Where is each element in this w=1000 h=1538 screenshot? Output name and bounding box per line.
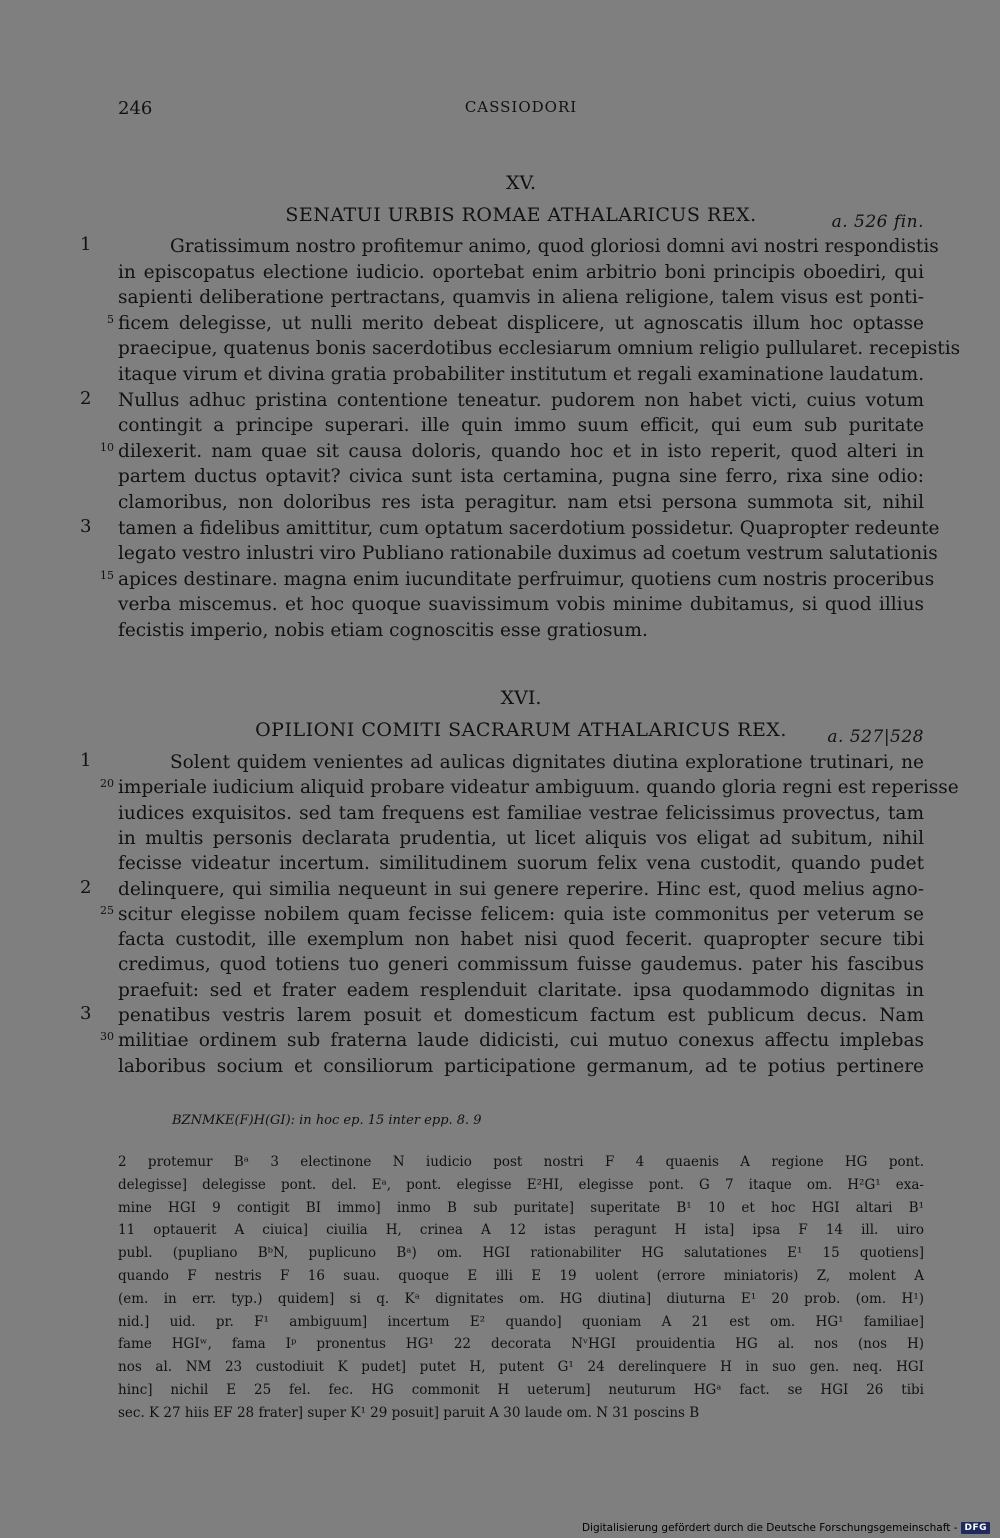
text-line: partem ductus optavit? civica sunt ista certamina, pugna sine ferro, rixa sine odio: bbox=[118, 466, 924, 488]
letter-15-heading bbox=[118, 204, 924, 232]
text-line: facta custodit, ille exemplum non habet nisi quod fecerit. quapropter secure tibi bbox=[118, 929, 924, 951]
section-number: 3 bbox=[80, 1003, 92, 1024]
apparatus-line: fame HGIʷ, fama Iᵖ pronentus HG¹ 22 decorata NᵛHGI prouidentia HG al. nos (nos H) bbox=[118, 1336, 924, 1353]
line-number: 20 bbox=[100, 777, 114, 791]
footer-text: Digitalisierung gefördert durch die Deutsche Forschungsgemeinschaft - bbox=[581, 1522, 958, 1534]
text-line: laboribus socium et consiliorum participatione germanum, ad te potius pertinere bbox=[118, 1055, 924, 1077]
text-line: iudices exquisitos. sed tam frequens est familiae vestrae felicissimus provectus, tam bbox=[118, 802, 924, 824]
text-line: fecisse videatur incertum. similitudinem suorum felix vena custodit, quando pudet bbox=[118, 853, 924, 875]
text-line: praefuit: sed et frater eadem resplenduit claritate. ipsa quodammodo dignitas in bbox=[118, 979, 924, 1001]
text-line: legato vestro inlustri viro Publiano rationabile duximus ad coetum vestrum salutationis bbox=[118, 543, 938, 565]
text-line: tamen a fidelibus amittitur, cum optatum sacerdotium possidetur. Quapropter redeunte bbox=[118, 517, 940, 539]
apparatus-line: hinc] nichil E 25 fel. fec. HG commonit H ueterum] neuturum HGᵃ fact. se HGI 26 tibi bbox=[118, 1382, 924, 1398]
apparatus-line: sec. K 27 hiis EF 28 frater] super K¹ 29 posuit] paruit A 30 laude om. N 31 poscins B bbox=[118, 1404, 700, 1421]
apparatus-line: publ. (pupliano BᵇN, puplicuno Bᵃ) om. HGI rationabiliter HG salutationes E¹ 15 quotiens] bbox=[118, 1245, 924, 1262]
apparatus-line: (em. in err. typ.) quidem] si q. Kᵃ dignitates om. HG diutina] diuturna E¹ 20 prob. (om. H¹) bbox=[118, 1290, 924, 1307]
text-line: ficem delegisse, ut nulli merito debeat displicere, ut agnoscatis illum hoc optasse bbox=[118, 312, 924, 334]
running-title: CASSIODORI bbox=[464, 98, 578, 116]
text-line: in multis personis declarata prudentia, ut licet aliquis vos eligat ad subitum, nihil bbox=[118, 827, 924, 849]
apparatus-manuscripts: BZNMKE(F)H(GI): in hoc ep. 15 inter epp. 8. 9 bbox=[172, 1113, 482, 1128]
letter-15-title: SENATUI URBIS ROMAE ATHALARICUS REX. bbox=[285, 204, 757, 226]
apparatus-line: delegisse] delegisse pont. del. Eᵃ, pont. elegisse E²HI, elegisse pont. G 7 itaque om. H²G¹ exa- bbox=[118, 1176, 924, 1193]
page-number: 246 bbox=[118, 98, 153, 119]
apparatus-line: 2 protemur Bᵃ 3 electinone N iudicio post nostri F 4 quaenis A regione HG pont. bbox=[118, 1154, 924, 1170]
text-line: penatibus vestris larem posuit et domesticum factum est publicum decus. Nam bbox=[118, 1005, 924, 1026]
text-line: in episcopatus electione iudicio. oportebat enim arbitrio boni principis oboediri, qui bbox=[118, 261, 924, 283]
text-line: apices destinare. magna enim iucunditate perfruimur, quotiens cum nostris proceribus bbox=[118, 568, 935, 590]
text-line: scitur elegisse nobilem quam fecisse felicem: quia iste commonitus per veterum se bbox=[118, 903, 924, 925]
text-line: contingit a principe superari. ille quin immo suum efficit, qui eum sub puritate bbox=[118, 415, 924, 437]
text-line: Solent quidem venientes ad aulicas dignitates diutina exploratione trutinari, ne bbox=[170, 752, 924, 773]
text-line: Nullus adhuc pristina contentione teneatur. pudorem non habet victi, cuius votum bbox=[118, 389, 924, 411]
letter-16-numeral: XVI. bbox=[500, 687, 542, 709]
text-line: militiae ordinem sub fraterna laude didicisti, cui mutuo conexus affectu implebas bbox=[118, 1030, 924, 1052]
text-line: delinquere, qui similia nequeunt in sui genere reperire. Hinc est, quod melius agno- bbox=[118, 878, 924, 900]
line-number: 15 bbox=[100, 568, 114, 582]
letter-16-heading bbox=[118, 719, 924, 747]
letter-16-title: OPILIONI COMITI SACRARUM ATHALARICUS REX. bbox=[255, 719, 787, 741]
dfg-logo: DFG bbox=[961, 1522, 990, 1534]
text-line: praecipue, quatenus bonis sacerdotibus ecclesiarum omnium religio pullularet. recepistis bbox=[118, 338, 961, 360]
apparatus-line: quando F nestris F 16 suau. quoque E illi E 19 uolent (errore miniatoris) Z, molent A bbox=[118, 1268, 924, 1284]
page-header bbox=[118, 98, 924, 128]
apparatus-line: nid.] uid. pr. F¹ ambiguum] incertum E² quando] quoniam A 21 est om. HG¹ familiae] bbox=[118, 1313, 924, 1330]
text-line: imperiale iudicium aliquid probare videatur ambiguum. quando gloria regni est reperisse bbox=[118, 777, 959, 799]
letter-15-numeral: XV. bbox=[506, 172, 536, 194]
section-number: 1 bbox=[80, 750, 92, 771]
text-line: sapienti deliberatione pertractans, quamvis in aliena religione, talem visus est ponti- bbox=[118, 287, 924, 309]
line-number: 5 bbox=[107, 312, 114, 326]
line-number: 30 bbox=[100, 1030, 114, 1044]
apparatus-line: mine HGI 9 contigit BI immo] inmo B sub puritate] superitate B¹ 10 et hoc HGI altari B¹ bbox=[118, 1199, 924, 1216]
text-line: clamoribus, non doloribus res ista peragitur. nam etsi persona summota sit, nihil bbox=[118, 492, 924, 513]
section-number: 2 bbox=[80, 876, 92, 898]
letter-16-date: a. 527|528 bbox=[827, 727, 924, 747]
dfg-footer bbox=[582, 1522, 990, 1534]
text-line: itaque virum et divina gratia probabiliter institutum et regali examinatione laudatum. bbox=[118, 364, 925, 385]
apparatus-line: 11 optauerit A ciuica] ciuilia H, crinea A 12 istas peragunt H ista] ipsa F 14 ill. uiro bbox=[118, 1222, 924, 1239]
section-number: 1 bbox=[80, 234, 92, 255]
text-line: Gratissimum nostro profitemur animo, quod gloriosi domni avi nostri respondistis bbox=[170, 236, 939, 257]
line-number: 25 bbox=[100, 903, 114, 917]
text-line: fecistis imperio, nobis etiam cognoscitis esse gratiosum. bbox=[118, 620, 648, 641]
text-line: verba miscemus. et hoc quoque suavissimum vobis minime dubitamus, si quod illius bbox=[118, 594, 924, 616]
section-number: 3 bbox=[80, 515, 92, 537]
letter-15-date: a. 526 fin. bbox=[831, 212, 924, 232]
text-line: credimus, quod totiens tuo generi commissum fuisse gaudemus. pater his fascibus bbox=[118, 954, 924, 976]
text-line: dilexerit. nam quae sit causa doloris, quando hoc et in isto reperit, quod alteri in bbox=[118, 440, 924, 462]
section-number: 2 bbox=[80, 387, 92, 409]
apparatus-line: nos al. NM 23 custodiuit K pudet] putet H, putent G¹ 24 derelinquere H in suo gen. neq. HGI bbox=[118, 1359, 924, 1376]
line-number: 10 bbox=[100, 440, 114, 454]
